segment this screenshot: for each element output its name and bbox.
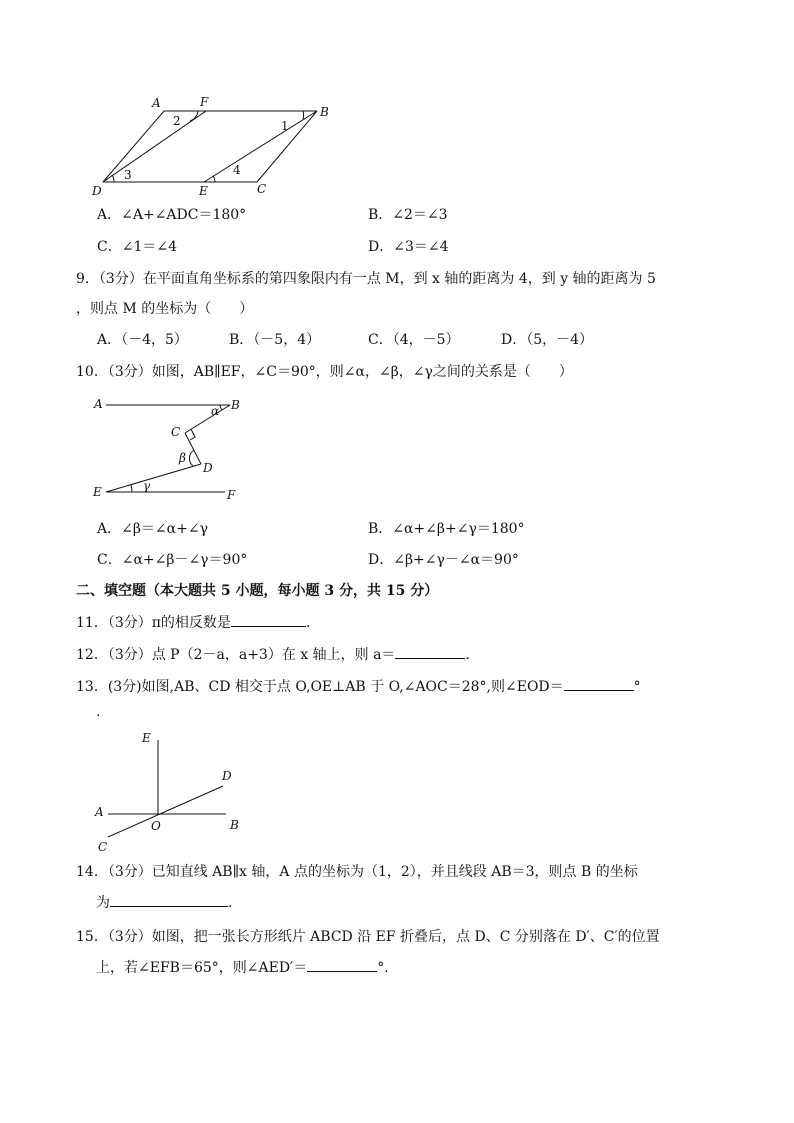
q15-line1: 15．（3分）如图，把一张长方形纸片 ABCD 沿 EF 折叠后，点 D、C 分别落在 D′、C′的位置: [76, 929, 660, 945]
label-point-d: D: [92, 184, 102, 198]
label-point-d: D: [203, 461, 213, 475]
label-angle-2: 2: [173, 114, 181, 128]
label-angle-1: 1: [281, 119, 289, 133]
label-angle-gamma: γ: [143, 479, 151, 493]
q10-option-d: D．∠β+∠γ－∠α＝90°: [368, 552, 519, 568]
label-point-c: C: [257, 182, 267, 196]
q9-option-a: A．（－4，5）: [97, 332, 188, 348]
q12-end: .: [465, 647, 470, 663]
q8-option-c: C．∠1＝∠4: [97, 239, 177, 255]
q15-answer-blank[interactable]: [307, 957, 377, 972]
label-point-b: B: [230, 818, 239, 832]
q8-option-a: A．∠A+∠ADC＝180°: [97, 207, 247, 223]
q10-stem: 10．（3分）如图，AB∥EF，∠C＝90°，则∠α，∠β，∠γ之间的关系是（ ）: [76, 364, 573, 380]
label-point-a: A: [152, 96, 161, 110]
q9-stem-line2: ，则点 M 的坐标为（ ）: [76, 301, 254, 317]
label-point-o: O: [151, 819, 161, 833]
q15-end: °．: [377, 960, 399, 976]
section-heading: 二、填空题（本大题共 5 小题，每小题 3 分，共 15 分）: [76, 583, 439, 599]
q9-option-c: C．（4，－5）: [368, 332, 460, 348]
label-point-e: E: [142, 731, 151, 745]
label-point-d: D: [222, 769, 232, 783]
label-point-c: C: [171, 425, 181, 439]
q9-stem-line1: 9．（3分）在平面直角坐标系的第四象限内有一点 M，到 x 轴的距离为 4，到 y 轴的距离为 5: [76, 271, 656, 287]
q15-line2: [96, 957, 398, 977]
q8-option-b: B．∠2＝∠3: [368, 207, 448, 223]
q10-option-c: C．∠α+∠β－∠γ＝90°: [97, 552, 248, 568]
q8-option-d: D．∠3＝∠4: [368, 239, 449, 255]
label-angle-3: 3: [124, 168, 132, 182]
q13-end: °: [633, 679, 641, 695]
label-point-a: A: [94, 397, 103, 411]
label-point-b: B: [231, 398, 240, 412]
label-point-a: A: [95, 805, 104, 819]
label-point-f: F: [227, 488, 236, 502]
q13-text: 13．(3分)如图,AB、CD 相交于点 O,OE⊥AB 于 O,∠AOC＝28°,则∠EOD＝: [76, 679, 564, 695]
q14-text2: 为: [96, 895, 110, 911]
label-point-f: F: [200, 95, 209, 109]
label-point-b: B: [320, 105, 329, 119]
q9-option-d: D．（5，－4）: [501, 332, 594, 348]
q11-text: 11．（3分）π的相反数是: [76, 615, 231, 631]
q13-line2: .: [96, 704, 101, 720]
label-angle-4: 4: [233, 163, 241, 177]
q14-end: .: [228, 895, 233, 911]
label-angle-beta: β: [179, 451, 186, 465]
q14-line1: 14．（3分）已知直线 AB∥x 轴，A 点的坐标为（1，2），并且线段 AB＝3，则点 B 的坐标: [76, 864, 638, 880]
q9-option-b: B．（－5，4）: [229, 332, 321, 348]
q11-end: .: [305, 615, 311, 631]
q14-line2: [96, 892, 232, 912]
q10-option-b: B．∠α+∠β+∠γ＝180°: [368, 521, 525, 537]
label-point-e: E: [93, 485, 102, 499]
q12-text: 12．（3分）点 P（2－a，a+3）在 x 轴上，则 a＝: [76, 647, 396, 663]
q10-option-a: A．∠β＝∠α+∠γ: [97, 521, 208, 537]
line-cd: [108, 786, 223, 837]
q14-answer-blank[interactable]: [110, 892, 228, 907]
q15-text2: 上，若∠EFB＝65°，则∠AED′＝: [96, 960, 308, 976]
label-point-c: C: [98, 840, 108, 854]
label-point-e: E: [199, 184, 208, 198]
label-angle-alpha: α: [211, 404, 220, 418]
